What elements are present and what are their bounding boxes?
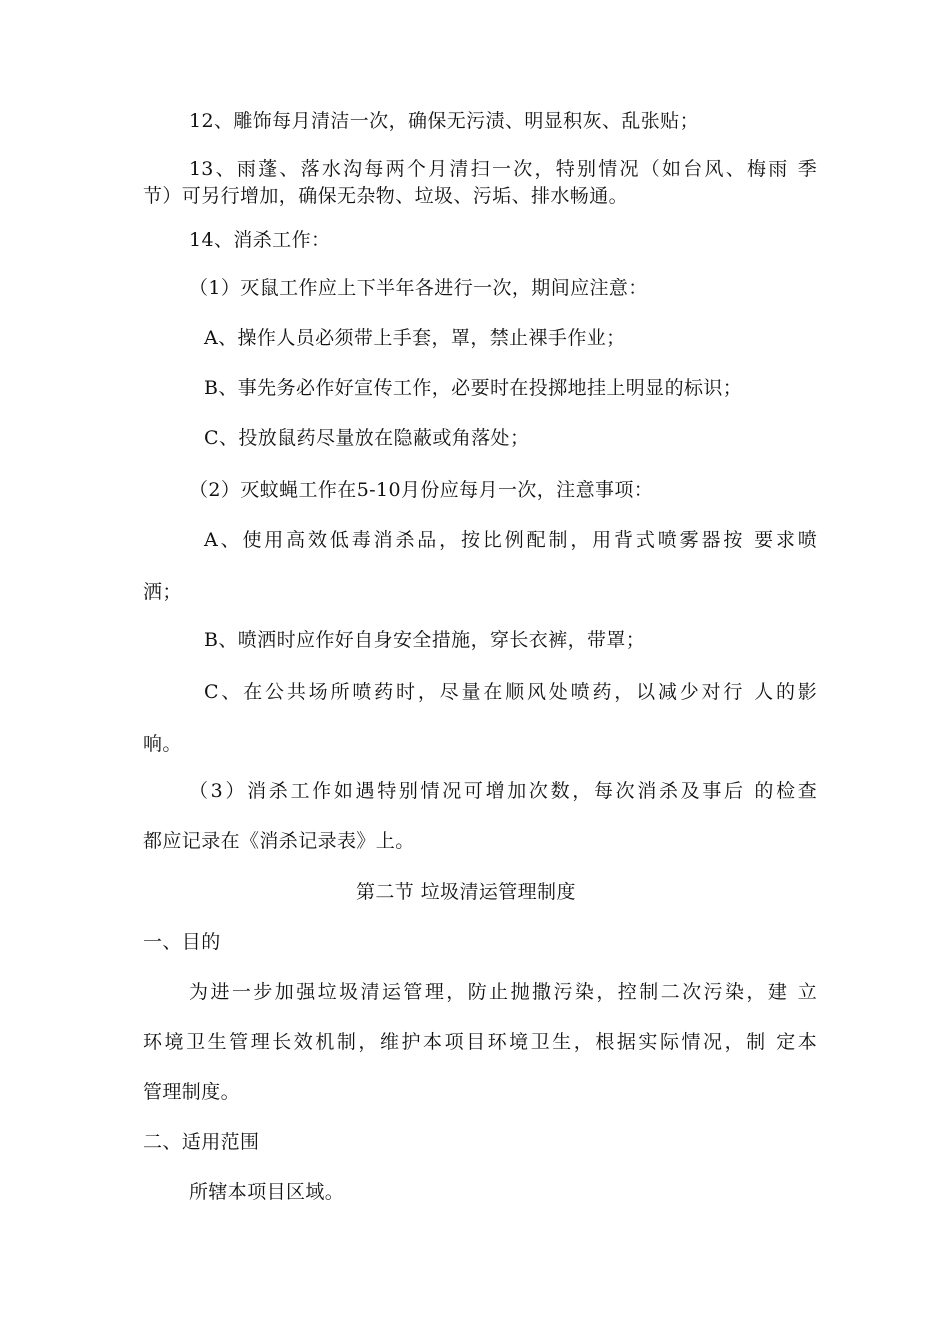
item-1-point-b: B、事先务必作好宣传工作，必要时在投掷地挂上明显的标识； [204,377,743,399]
item-1-rodent-control: （1）灭鼠工作应上下半年各进行一次，期间应注意： [189,277,648,299]
scope-text: 所辖本项目区域。 [189,1181,345,1203]
item-1-point-a: A、操作人员必须带上手套，罩，禁止裸手作业； [204,327,626,349]
purpose-line-3: 管理制度。 [143,1081,241,1103]
purpose-line-1: 为进一步加强垃圾清运管理，防止抛撒污染，控制二次污染，建 立 [189,981,817,1003]
item-2-point-a-line-1: A、使用高效低毒消杀品，按比例配制，用背式喷雾器按 要求喷 [204,529,817,551]
item-2-point-b: B、喷洒时应作好自身安全措施，穿长衣裤，带罩； [204,629,646,651]
item-2-mosquito-control: （2）灭蚊蝇工作在5-10月份应每月一次，注意事项： [189,479,654,501]
item-2-point-c-line-1: C、在公共场所喷药时，尽量在顺风处喷药，以减少对行 人的影 [204,681,817,703]
item-2-point-a-line-2: 洒； [143,581,182,603]
purpose-line-2: 环境卫生管理长效机制，维护本项目环境卫生，根据实际情况，制 定本 [143,1031,817,1053]
item-2-point-c-line-2: 响。 [143,733,182,755]
item-1-point-c: C、投放鼠药尽量放在隐蔽或角落处； [204,427,530,449]
clause-14-heading: 14、消杀工作： [189,229,331,251]
clause-13-line-2: 节）可另行增加，确保无杂物、垃圾、污垢、排水畅通。 [143,185,629,207]
heading-scope: 二、适用范围 [143,1131,260,1153]
section-title: 第二节 垃圾清运管理制度 [356,881,576,903]
item-3-line-1: （3）消杀工作如遇特别情况可增加次数，每次消杀及事后 的检查 [189,780,817,802]
clause-13-line-1: 13、雨蓬、落水沟每两个月清扫一次，特别情况（如台风、梅雨 季 [189,158,817,180]
clause-12: 12、雕饰每月清洁一次，确保无污渍、明显积灰、乱张贴； [189,110,699,132]
heading-purpose: 一、目的 [143,931,221,953]
item-3-line-2: 都应记录在《消杀记录表》上。 [143,830,415,852]
